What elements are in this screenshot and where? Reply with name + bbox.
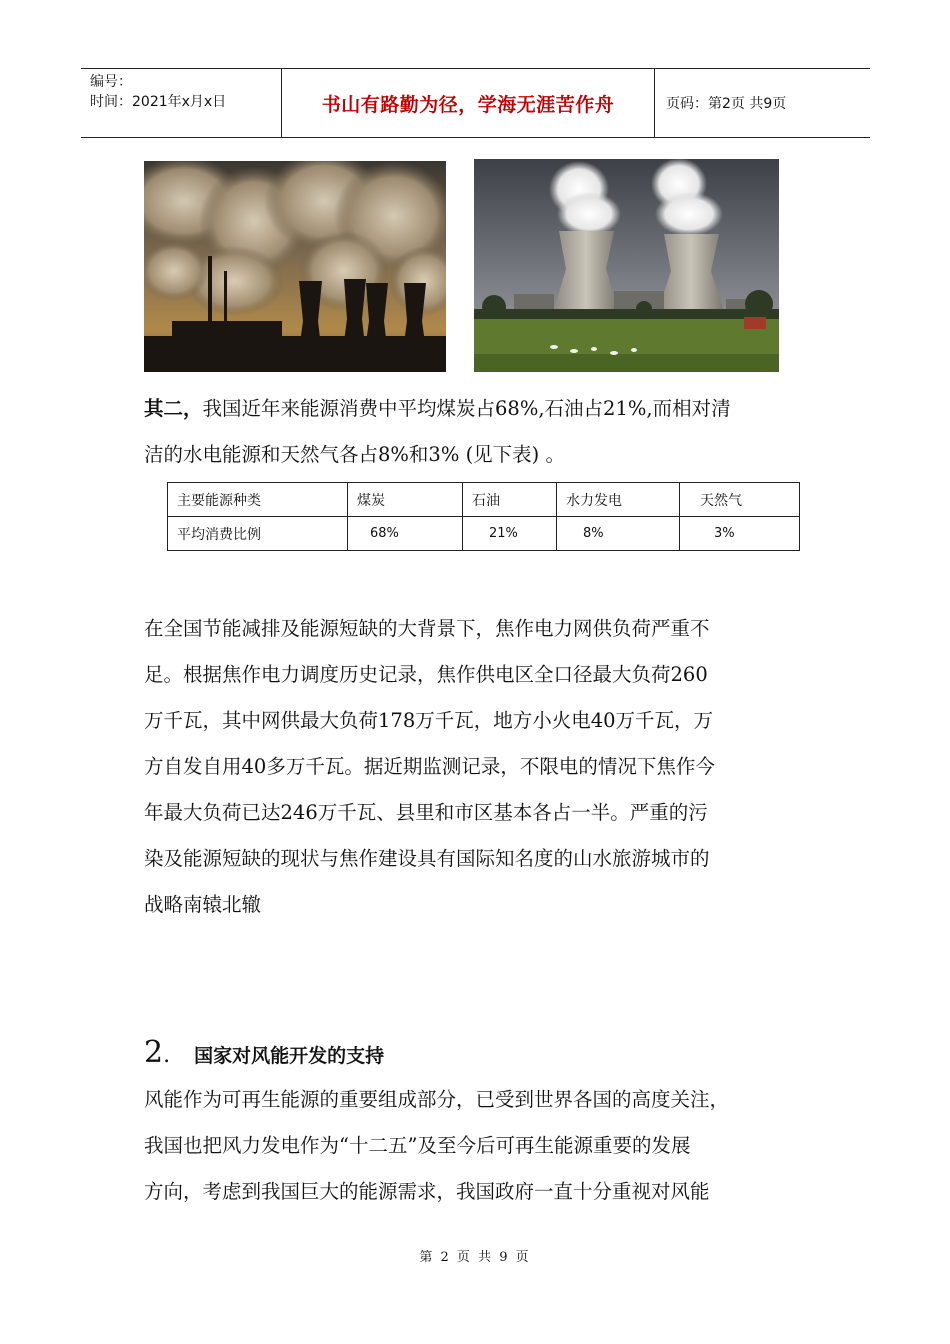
paragraph-line: 在全国节能减排及能源短缺的大背景下，焦作电力网供负荷严重不 xyxy=(144,617,710,640)
paragraph-line: 方向，考虑到我国巨大的能源需求，我国政府一直十分重视对风能 xyxy=(144,1180,710,1203)
paragraph-line: 年最大负荷已达246万千瓦、县里和市区基本各占一半。严重的污 xyxy=(144,801,708,824)
paragraph-line: 风能作为可再生能源的重要组成部分，已受到世界各国的高度关注， xyxy=(144,1088,730,1111)
paragraph-line: 足。根据焦作电力调度历史记录，焦作供电区全口径最大负荷260 xyxy=(144,663,708,686)
paragraph-line: 战略南辕北辙 xyxy=(144,893,262,916)
section-title: 国家对风能开发的支持 xyxy=(194,1045,385,1067)
paragraph-lead: 其二， xyxy=(144,397,203,420)
section-number-dot: . xyxy=(163,1043,171,1068)
page-footer: 第 2 页 共 9 页 xyxy=(419,1250,531,1265)
coal-power-plant-smoke-photo xyxy=(144,161,446,372)
table-header-cell: 煤炭 xyxy=(348,483,463,517)
section-number: 2 xyxy=(144,1035,164,1070)
table-header-row xyxy=(168,483,800,517)
table-cell: 8% xyxy=(557,517,680,551)
table-header-cell: 主要能源种类 xyxy=(168,483,348,517)
paragraph-line: 万千瓦，其中网供最大负荷178万千瓦，地方小火电40万千瓦，万 xyxy=(144,709,714,732)
table-cell: 3% xyxy=(680,517,800,551)
energy-consumption-table xyxy=(167,482,800,551)
paragraph-energy-consumption xyxy=(144,386,810,478)
page-header xyxy=(81,68,870,138)
table-header-cell: 石油 xyxy=(463,483,557,517)
paragraph-wind-energy xyxy=(144,1077,810,1215)
table-header-cell: 天然气 xyxy=(680,483,800,517)
table-header-cell: 水力发电 xyxy=(557,483,680,517)
serial-label: 编号： xyxy=(90,74,132,90)
table-cell: 68% xyxy=(348,517,463,551)
table-row-label: 平均消费比例 xyxy=(168,517,348,551)
header-meta-cell xyxy=(81,69,282,137)
paragraph-line: 方自发自用40多万千瓦。据近期监测记录，不限电的情况下焦作今 xyxy=(144,755,715,778)
paragraph-line: 染及能源短缺的现状与焦作建设具有国际知名度的山水旅游城市的 xyxy=(144,847,710,870)
table-row xyxy=(168,517,800,551)
section-heading xyxy=(144,1035,384,1070)
paragraph-line: 洁的水电能源和天然气各占8%和3% (见下表) 。 xyxy=(144,443,565,466)
header-page-info: 页码：第2页 共9页 xyxy=(666,96,787,112)
cooling-towers-photo xyxy=(474,159,779,372)
paragraph-line: 我国也把风力发电作为“十二五”及至今后可再生能源重要的发展 xyxy=(144,1134,691,1157)
paragraph-jiaozuo-power xyxy=(144,606,810,928)
header-motto: 书山有路勤为径，学海无涯苦作舟 xyxy=(282,69,655,137)
paragraph-line-text: 我国近年来能源消费中平均煤炭占68%,石油占21%,而相对清 xyxy=(202,397,731,420)
table-cell: 21% xyxy=(463,517,557,551)
time-label: 时间：2021年x月x日 xyxy=(90,94,227,110)
paragraph-line xyxy=(144,386,810,432)
